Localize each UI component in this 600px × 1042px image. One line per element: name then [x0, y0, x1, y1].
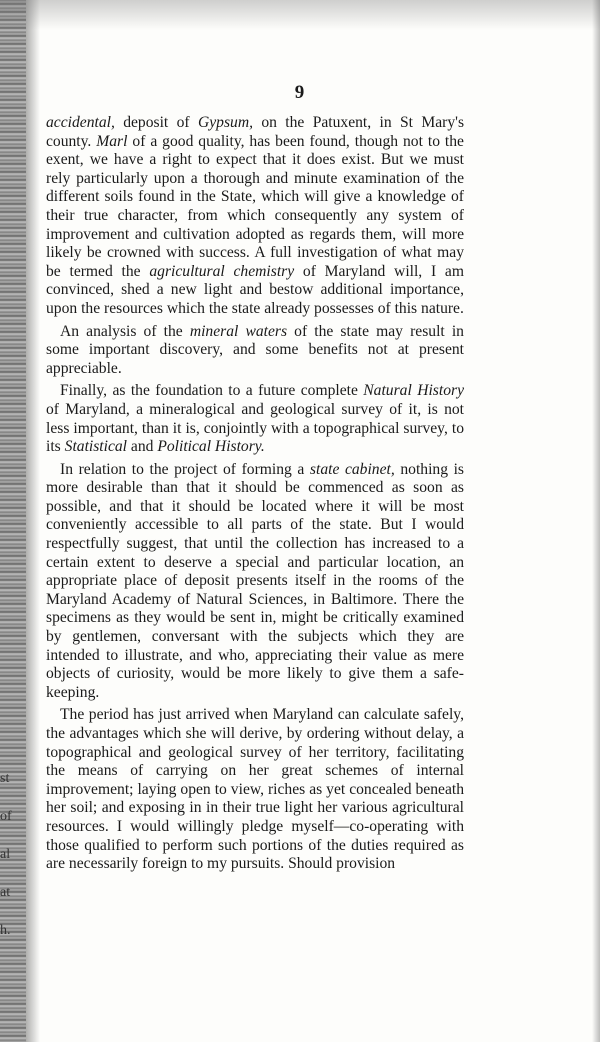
- paragraph: [46, 461, 464, 703]
- paragraph: [46, 114, 464, 319]
- text-run: and: [127, 438, 158, 456]
- text-run: deposit of: [114, 114, 198, 131]
- left-margin-fragments: [0, 760, 14, 950]
- italic-text: Natural History: [363, 382, 464, 400]
- body-text: [46, 114, 464, 878]
- text-run: In relation to the project of forming a: [60, 460, 310, 478]
- paragraph: [46, 382, 464, 456]
- margin-fragment: of: [0, 809, 12, 824]
- text-run: The period has just arrived when Maryland can calculate safely, the advantages which she will derive, by ordering without delay, a topographical and geological survey of her territory, facilitating the means of carrying on her great schemes of internal improvement; laying open to view, riches as yet concealed beneath her soil; and exposing in in their true light her various agricultural resources. I would willingly pledge myself—co-operating with those qualified to perform such portions of the duties required as are necessarily foreign to my pursuits. Should provision: [46, 706, 464, 873]
- italic-text: Marl: [96, 132, 128, 150]
- margin-fragment: at: [0, 885, 11, 900]
- margin-fragment: al: [0, 847, 11, 862]
- italic-text: Political History.: [157, 438, 265, 456]
- text-run: of the state may result in some important discovery, and some benefits not at present appreciable.: [46, 322, 464, 377]
- text-run: on the Patuxent, in St Mary's county.: [46, 114, 465, 150]
- italic-text: accidental,: [46, 114, 115, 131]
- text-run: of Maryland will, I am convinced, shed a new light and bestow additional importance, upon the resources which the state already possesses of this nature.: [46, 262, 464, 317]
- top-page-edge: [0, 0, 600, 30]
- right-page-edge: [592, 0, 600, 1042]
- text-run: nothing is more desirable than that it should be commenced as soon as possible, and that it should be located where it will be most conveniently accessible to all parts of the state. But I would respectfully suggest, that until the collection has increased to a certain extent to deserve a special and particular location, an appropriate place of deposit presents itself in the rooms of the Maryland Academy of Natural Sciences, in Baltimore. There the specimens as they would be sent in, might be critically examined by gentlemen, conversant with the subjects which they are intended to illustrate, and who, appreciating their value as mere objects of curiosity, would be more likely to give them a safe-keeping.: [46, 460, 464, 701]
- page-number: 9: [294, 82, 306, 103]
- margin-fragment: h.: [0, 923, 11, 938]
- binding-shadow: [26, 0, 40, 1042]
- text-run: of Maryland, a mineralogical and geological survey of it, is not less important, than it is, conjointly with a topographical survey, to its: [46, 400, 464, 456]
- text-run: Finally, as the foundation to a future complete: [60, 382, 364, 400]
- margin-fragment: st: [0, 771, 10, 786]
- text-run: An analysis of the: [60, 322, 190, 340]
- italic-text: state cabinet,: [309, 460, 395, 478]
- text-run: of a good quality, has been found, though not to the exent, we have a right to expect that it does exist. But we must rely particularly upon a thorough and minute examination of the different soils found in the State, which will give a knowledge of their true character, from which consequently any system of improvement and cultivation adopted as regards them, will more likely be crowned with success. A full investigation of what may be termed the: [46, 132, 464, 280]
- italic-text: agricultural chemistry: [149, 262, 295, 280]
- italic-text: Statistical: [64, 438, 128, 456]
- paragraph: [46, 323, 464, 379]
- italic-text: Gypsum,: [197, 114, 253, 131]
- paragraph: [46, 706, 464, 873]
- italic-text: mineral waters: [189, 322, 288, 340]
